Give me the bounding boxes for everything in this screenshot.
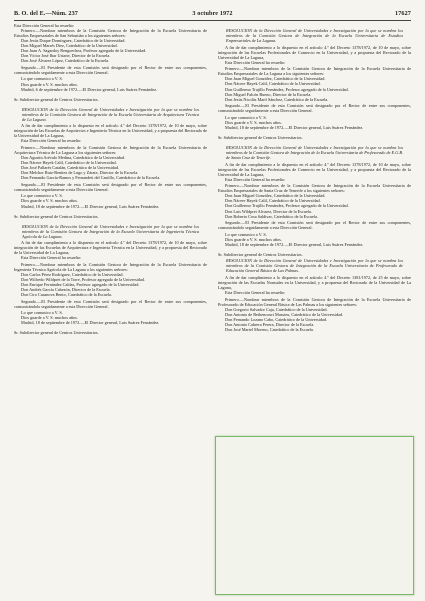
paragraph: Primero.—Nombrar miembros de la Comisión Gestora de Integración de la Escuela Universitaria de Profesorado de Educación General Básica de Las Palmas a los siguientes señores: bbox=[218, 296, 411, 307]
paragraph: Primero.—Nombrar miembros de la Comisión Gestora de Integración de la Escuela Universitaria de Estudios Empresariales de Santa Cruz de Tenerife a los siguientes señores: bbox=[218, 183, 411, 194]
journal-issue: B. O. del E.—Núm. 237 bbox=[14, 10, 78, 17]
paragraph: Lo que comunico a V. S. bbox=[225, 114, 267, 120]
paragraph: Dios guarde a V. S. muchos años. bbox=[21, 81, 78, 87]
paragraph: Don Nácere Hayek Calil, Catedrático de la Universidad. bbox=[225, 81, 321, 87]
issue-date: 3 octubre 1972 bbox=[192, 10, 233, 17]
resolution-heading: RESOLUCION de la Dirección General de Universidades e Investigación por la que se nombra los miembros de la Comisión Gestora de Integración de la Escuela Universitaria de Estudios Empresariales de La Laguna. bbox=[226, 28, 403, 44]
paragraph: Primero.—Nombrar miembros de la Comisión Gestora de Integración de la Escuela Universitaria de Arquitectura Técnica de La Laguna a los siguientes señores: bbox=[14, 144, 207, 156]
paragraph: Lo que comunico a V. S. bbox=[21, 310, 63, 316]
paragraph: Don Fernando Lozano Cabo, Catedrático de la Universidad. bbox=[225, 316, 328, 322]
paragraph: Don Wilfredo Wildpret de la Torre, Profesor agregado de la Universidad. bbox=[21, 277, 145, 283]
paragraph: Don Miguel Falcón Bueno, Director de la Escuela. bbox=[225, 91, 312, 97]
paragraph: Esta Dirección General ha resuelto: bbox=[21, 255, 82, 261]
paragraph: Segundo.—El Presidente de esta Comisión será designado por el Rector de entre sus componentes, comunicándolo seguidamente a esta Dirección General. bbox=[14, 64, 207, 75]
paragraph: Lo que comunico a V. S. bbox=[21, 193, 63, 199]
page-header bbox=[14, 10, 411, 20]
resolution-heading: RESOLUCION de la Dirección General de Universidades e Investigación por la que se nombra los miembros de la Comisión Gestora de Integración de la Escuela Universitaria de Profesorado de Educación General Básica de Las Palmas. bbox=[226, 258, 403, 274]
paragraph: Segundo.—El Presidente de esta Comisión será designado por el Rector de entre sus componentes, comunicándolo seguidamente a esta Dirección General. bbox=[14, 181, 207, 192]
paragraph: Don Juan Miguel González, Catedrático de la Universidad. bbox=[225, 76, 326, 82]
paragraph: Dios guarde a V. S. muchos años. bbox=[225, 236, 282, 242]
paragraph: Don Ciro Casanova Bento, Catedrático de la Escuela. bbox=[21, 292, 112, 298]
paragraph: Don José Martel Moreno, Catedrático de la Escuela. bbox=[225, 326, 314, 332]
paragraph: Don Roberto Cosa Saldivar, Catedrático de la Escuela. bbox=[225, 213, 318, 219]
paragraph: Madrid, 18 de septiembre de 1972.—El Director general, Luis Suárez Fernández. bbox=[21, 320, 160, 326]
paragraph: Don Guillermo Trujillo Fernández, Profesor agregado de la Universidad. bbox=[225, 203, 349, 209]
resolution-heading: RESOLUCION de la Dirección General de Universidades e Investigación por la que se nombra los miembros de la Comisión Gestora de Integración de la Escuela Universitaria de Ingeniería Técnica Agrícola de La Laguna. bbox=[22, 223, 199, 239]
highlighted-resolution-box bbox=[215, 436, 414, 595]
paragraph: Sr. Subdirector general de Centros Universitarios. bbox=[218, 251, 303, 257]
paragraph: Madrid, 6 de septiembre de 1972.—El Director general, Luis Suárez Fernández. bbox=[21, 86, 158, 92]
paragraph: Don Nácere Hayek Calil, Catedrático de la Universidad. bbox=[225, 198, 321, 204]
paragraph: Lo que comunico a V. S. bbox=[225, 231, 267, 237]
paragraph: Sr. Subdirector general de Centros Universitarios. bbox=[14, 330, 99, 336]
paragraph: Don Guillermo Trujillo Fernández, Profesor agregado de la Universidad. bbox=[225, 86, 349, 92]
paragraph: Don Miguel Marrés Diez, Catedrático de la Universidad. bbox=[21, 43, 118, 49]
paragraph: Lo que comunico a V. S. bbox=[21, 76, 63, 82]
paragraph: Don Antonio de Bethencourt Massieu, Catedrático de la Universidad. bbox=[225, 311, 344, 317]
paragraph: Madrid, 18 de septiembre de 1972.—El Director general, Luis Suárez Fernández. bbox=[225, 241, 364, 247]
paragraph: Don Melchor Ruiz-Benítez de Lugo y Zárate, Director de la Escuela. bbox=[21, 170, 139, 176]
paragraph: Segundo.—El Presidente de esta Comisión será designado por el Rector de entre sus componentes, comunicándolo seguidamente a esta Dirección General. bbox=[218, 103, 411, 114]
paragraph: Madrid, 18 de septiembre de 1972.—El Director general, Luis Suárez Fernández. bbox=[225, 124, 364, 130]
paragraph: Segundo.—El Presidente de esta Comisión será designado por el Rector de entre sus componentes, comunicándolo seguidamente a esta Dirección General. bbox=[218, 220, 411, 231]
paragraph: Segundo.—El Presidente de esta Comisión será designado por el Rector de entre sus componentes, comunicándolo seguidamente a esta Dirección General. bbox=[14, 298, 207, 309]
paragraph: Don Gregorio Salvador Caja, Catedrático de la Universidad. bbox=[225, 306, 328, 312]
paragraph: Dios guarde a V. S. muchos años. bbox=[21, 198, 78, 204]
left-column bbox=[14, 23, 207, 336]
paragraph: Don Jesús Nicolás Martí Sánchez, Catedrático de la Escuela. bbox=[225, 96, 329, 102]
paragraph: A fin de dar cumplimiento a lo dispuesto en el artículo 4.º del Decreto 1378/1972, de 10 de mayo, sobre integración de las Escuelas Profesionales de Comercio en la Universidad, y a propuesta del Rectorado de la Universidad de La Laguna, bbox=[218, 161, 411, 177]
header-rule bbox=[14, 20, 411, 21]
resolution-heading: RESOLUCION de la Dirección General de Universidades e Investigación por la que se nombra los miembros de la Comisión Gestora de Integración de la Escuela Universitaria de Profesorado de E.G.B. de Santa Cruz de Tenerife. bbox=[226, 144, 403, 161]
paragraph: Don José Pallarés Catalán, Catedrático de la Universidad. bbox=[21, 165, 120, 171]
paragraph: Don Juan A. Sagardoy Bengoechea, Profesor agregado de la Universidad. bbox=[21, 48, 147, 54]
paragraph: Don Nácere Hayek Calil, Catedrático de la Universidad. bbox=[21, 160, 117, 166]
paragraph: A fin de dar cumplimiento a lo dispuesto en el artículo 4.º del Decreto 1381/1972, de 25 de mayo, sobre integración de las Escuelas Normales en la Universidad, y a propuesta del Rectorado de la Universidad de La Laguna, bbox=[218, 275, 411, 291]
paragraph: Don Antonio Cabrera Perera, Director de la Escuela. bbox=[225, 321, 315, 327]
paragraph: Esta Dirección General ha resuelto: bbox=[225, 176, 286, 182]
paragraph: Esta Dirección General ha resuelto: bbox=[225, 290, 286, 296]
paragraph: Esta Dirección General ha resuelto: bbox=[21, 138, 82, 144]
paragraph: Don José Álvarez López, Catedrático de la Escuela. bbox=[21, 58, 110, 64]
paragraph: Primero.—Nombrar miembros de la Comisión Gestora de Integración de la Escuela Universitaria de Estudios Empresariales de San Sebastián a los siguientes señores: bbox=[14, 28, 207, 39]
paragraph: Sr. Subdirector general de Centros Universitarios. bbox=[218, 134, 303, 140]
page-number: 17627 bbox=[395, 10, 411, 17]
paragraph: Don Fernando García-Ramos y Fernandeit del Castillo, Catedrático de la Escuela. bbox=[21, 175, 161, 181]
paragraph: Sr. Subdirector general de Centros Universitarios. bbox=[14, 96, 99, 102]
paragraph: Don Jesús Duque Domínguez, Catedrático de la Universidad. bbox=[21, 38, 126, 44]
paragraph: Madrid, 18 de septiembre de 1972.—El Director general, Luis Suárez Fernández. bbox=[21, 203, 160, 209]
right-column bbox=[218, 23, 411, 332]
paragraph: Don Juan Miguel González, Catedrático de la Universidad. bbox=[225, 193, 326, 199]
paragraph: Sr. Subdirector general de Centros Universitarios. bbox=[14, 213, 99, 219]
paragraph: A fin de dar cumplimiento a lo dispuesto en el artículo 4.º del Decreto 1378/1972, de 10 de mayo, sobre integración de las Escuelas Profesionales de Comercio en la Universidad, y a propuesta del Rectorado de la Universidad de La Laguna, bbox=[218, 44, 411, 60]
paragraph: Dios guarde a V. S. muchos años. bbox=[225, 119, 282, 125]
resolution-heading: RESOLUCION de la Dirección General de Universidades e Investigación por la que se nombra los miembros de la Comisión Gestora de Integración de la Escuela Universitaria de Arquitectura Técnica de La Laguna. bbox=[22, 106, 199, 122]
paragraph: Dios guarde a V. S. muchos años. bbox=[21, 315, 78, 321]
paragraph: A fin de dar cumplimiento a lo dispuesto en el artículo 4.º del Decreto 1378/1972, de 10 de mayo, sobre integración de las Escuelas de Arquitectos e Ingeniería Técnica en la Universidad, y a propuesta del Rectorado de la Universidad de La Laguna, bbox=[14, 123, 207, 139]
paragraph: Don Luis Wildpret Alvarez, Director de la Escuela. bbox=[225, 208, 312, 214]
paragraph: Don Agustín Arévalo Medina, Catedrático de la Universidad. bbox=[21, 155, 125, 161]
paragraph: Primero.—Nombrar miembros de la Comisión Gestora de Integración de la Escuela Universitaria de Estudios Empresariales de La Laguna a los siguientes señores: bbox=[218, 66, 411, 77]
paragraph: A fin de dar cumplimiento a lo dispuesto en el artículo 4.º del Decreto 1378/1972, de 10 de mayo, sobre integración de las Escuelas de Arquitectura e Ingeniería Técnica en la Universidad, y a propuesta del Rectorado de la Universidad de La Laguna, bbox=[14, 240, 207, 256]
paragraph: Esta Dirección General ha resuelto: bbox=[225, 59, 286, 65]
paragraph: Don Víctor José Ibar Uriarte, Director de la Escuela. bbox=[21, 53, 111, 59]
paragraph: Don Enrique Fernández Caldas, Profesor agregado de la Universidad. bbox=[21, 282, 140, 288]
paragraph: Primero.—Nombrar miembros de la Comisión Gestora de Integración de la Escuela Universitaria de Ingeniería Técnica Agrícola de La Laguna a los siguientes señores: bbox=[14, 261, 207, 272]
paragraph: Esta Dirección General ha resuelto: bbox=[14, 23, 75, 28]
paragraph: Don Andrés García Cabezón, Director de la Escuela. bbox=[21, 287, 111, 293]
paragraph: Don Carlos Pérez Rodríguez, Catedrático de la Universidad. bbox=[21, 272, 124, 278]
